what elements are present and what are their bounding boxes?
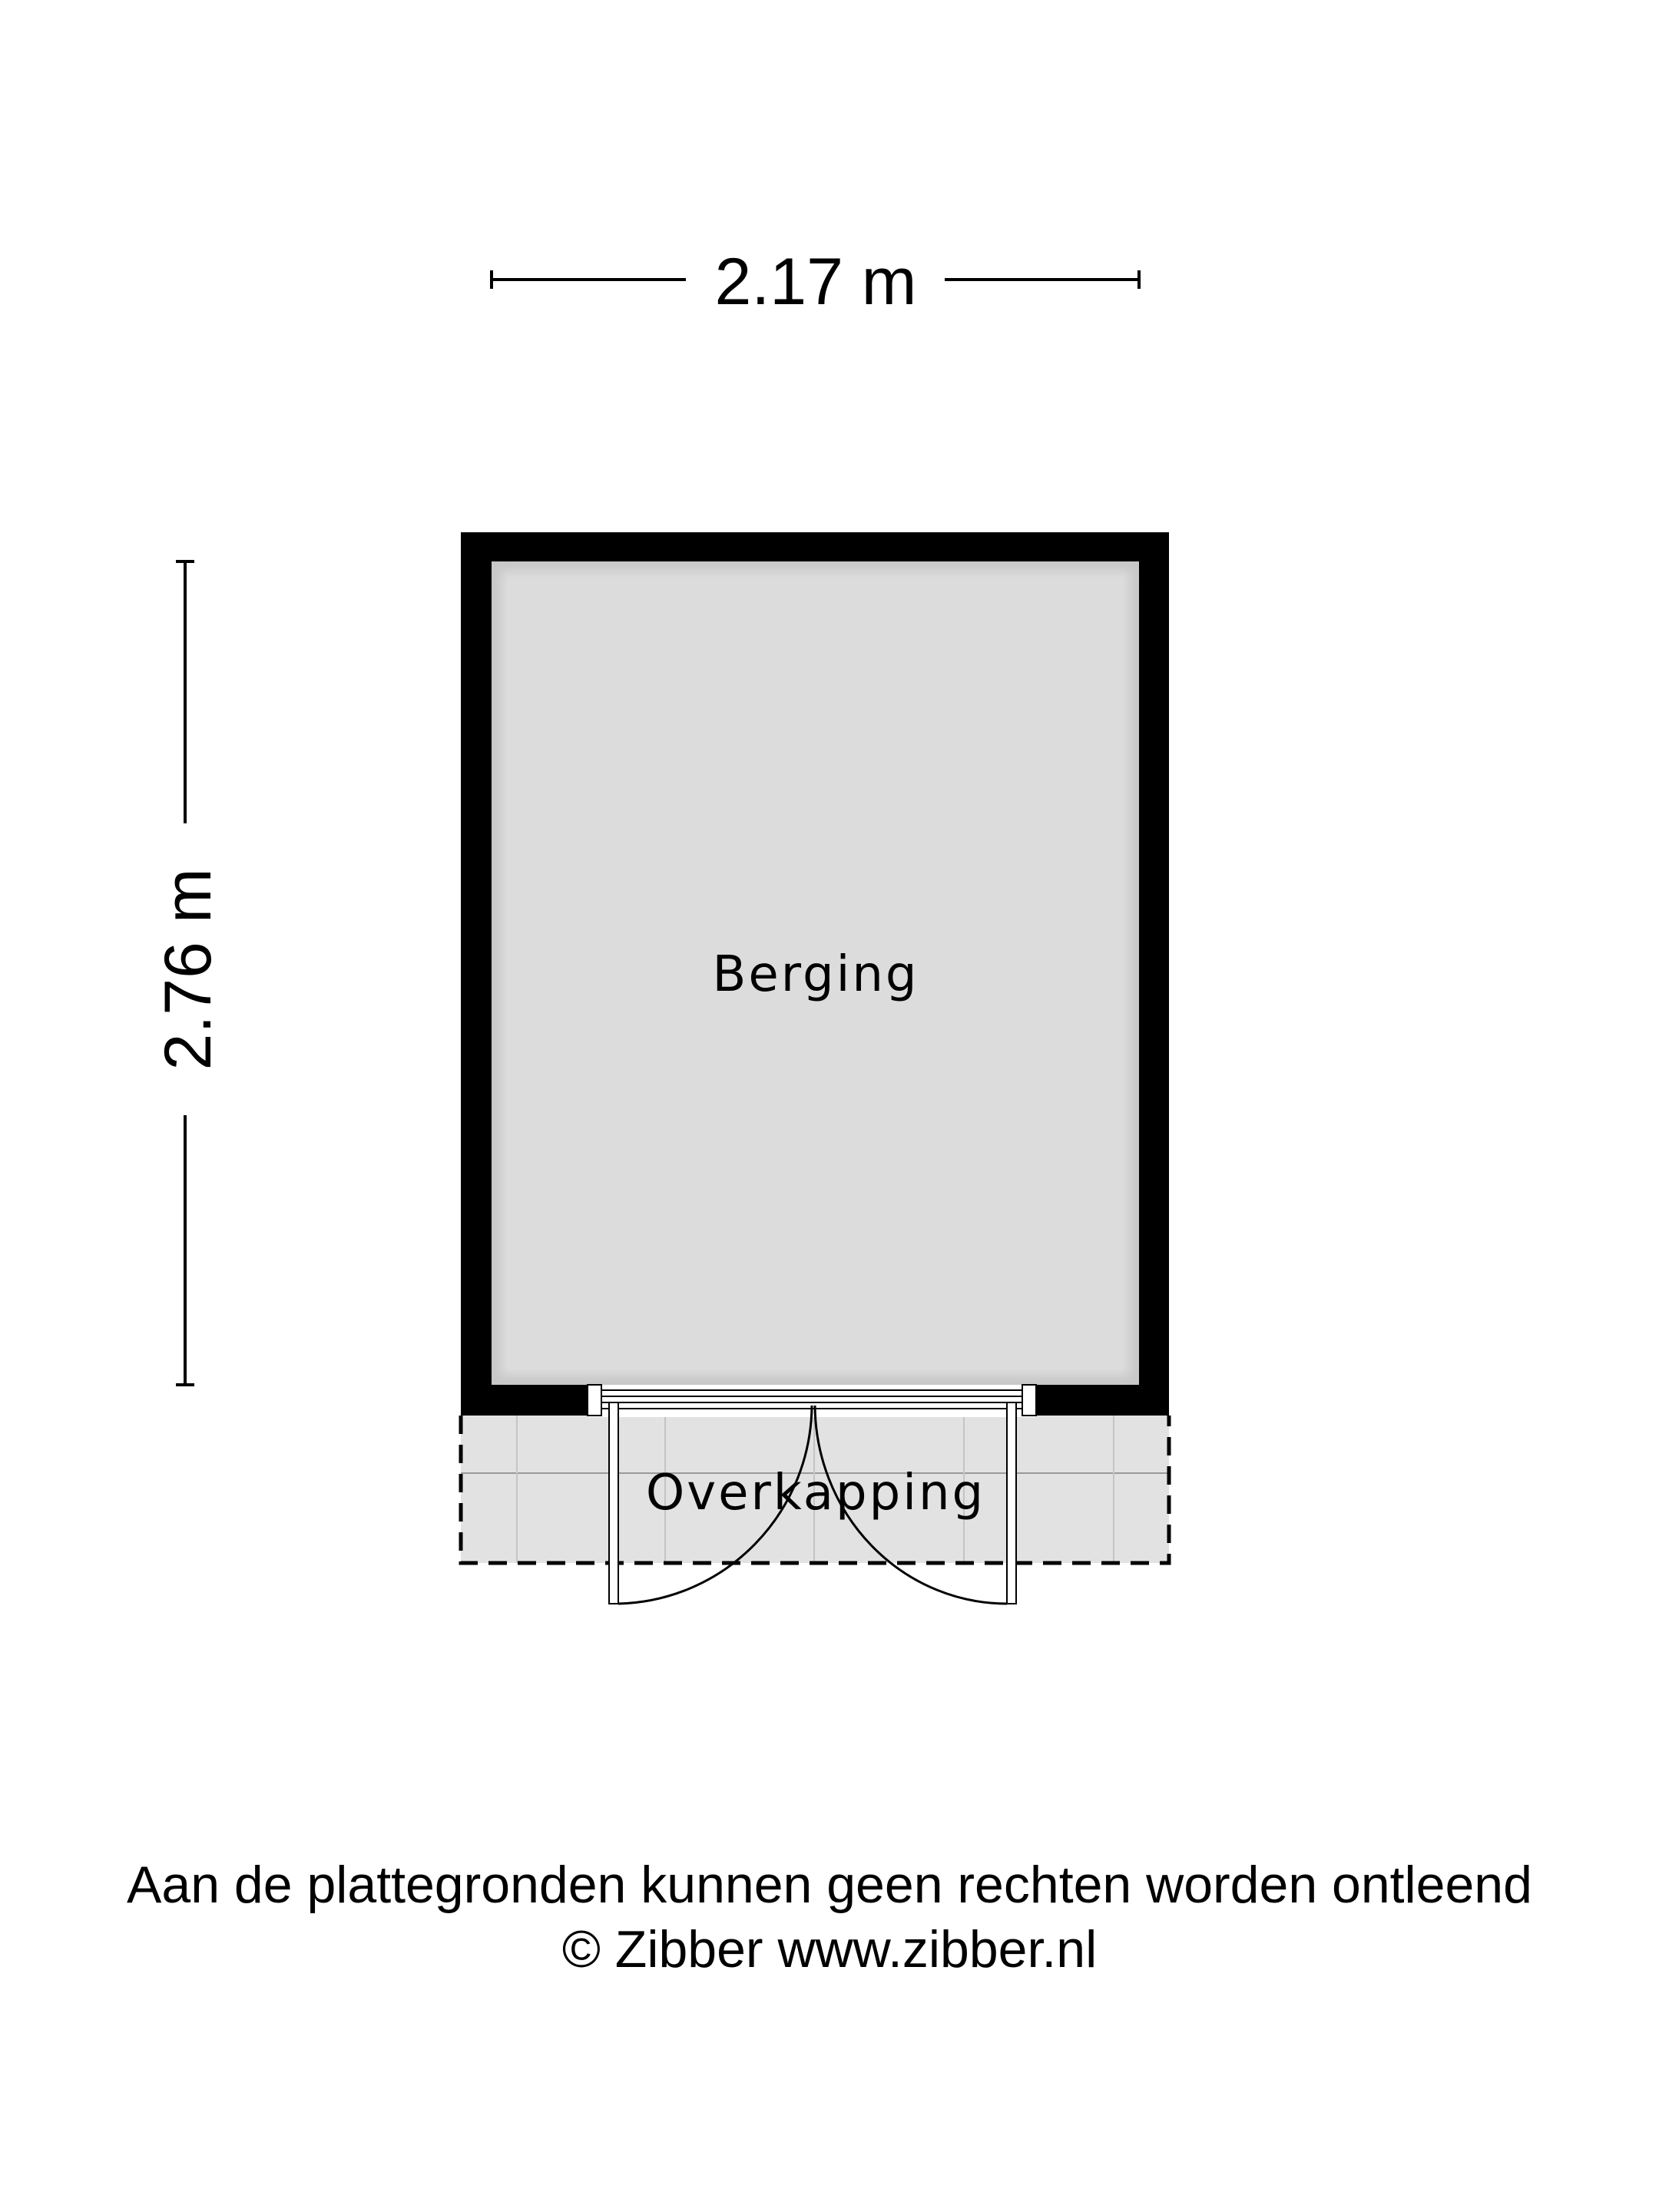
height-dimension (151, 561, 225, 1385)
width-dimension-label: 2.17 m (714, 245, 917, 319)
width-dimension (492, 245, 1139, 319)
room-label-berging: Berging (712, 946, 919, 1003)
copyright-credit: © Zibber www.zibber.nl (561, 1920, 1098, 1979)
room-label-overkapping: Overkapping (645, 1465, 986, 1522)
height-dimension-label: 2.76 m (151, 868, 225, 1071)
disclaimer-text: Aan de plattegronden kunnen geen rechten worden ontleend (127, 1856, 1532, 1914)
